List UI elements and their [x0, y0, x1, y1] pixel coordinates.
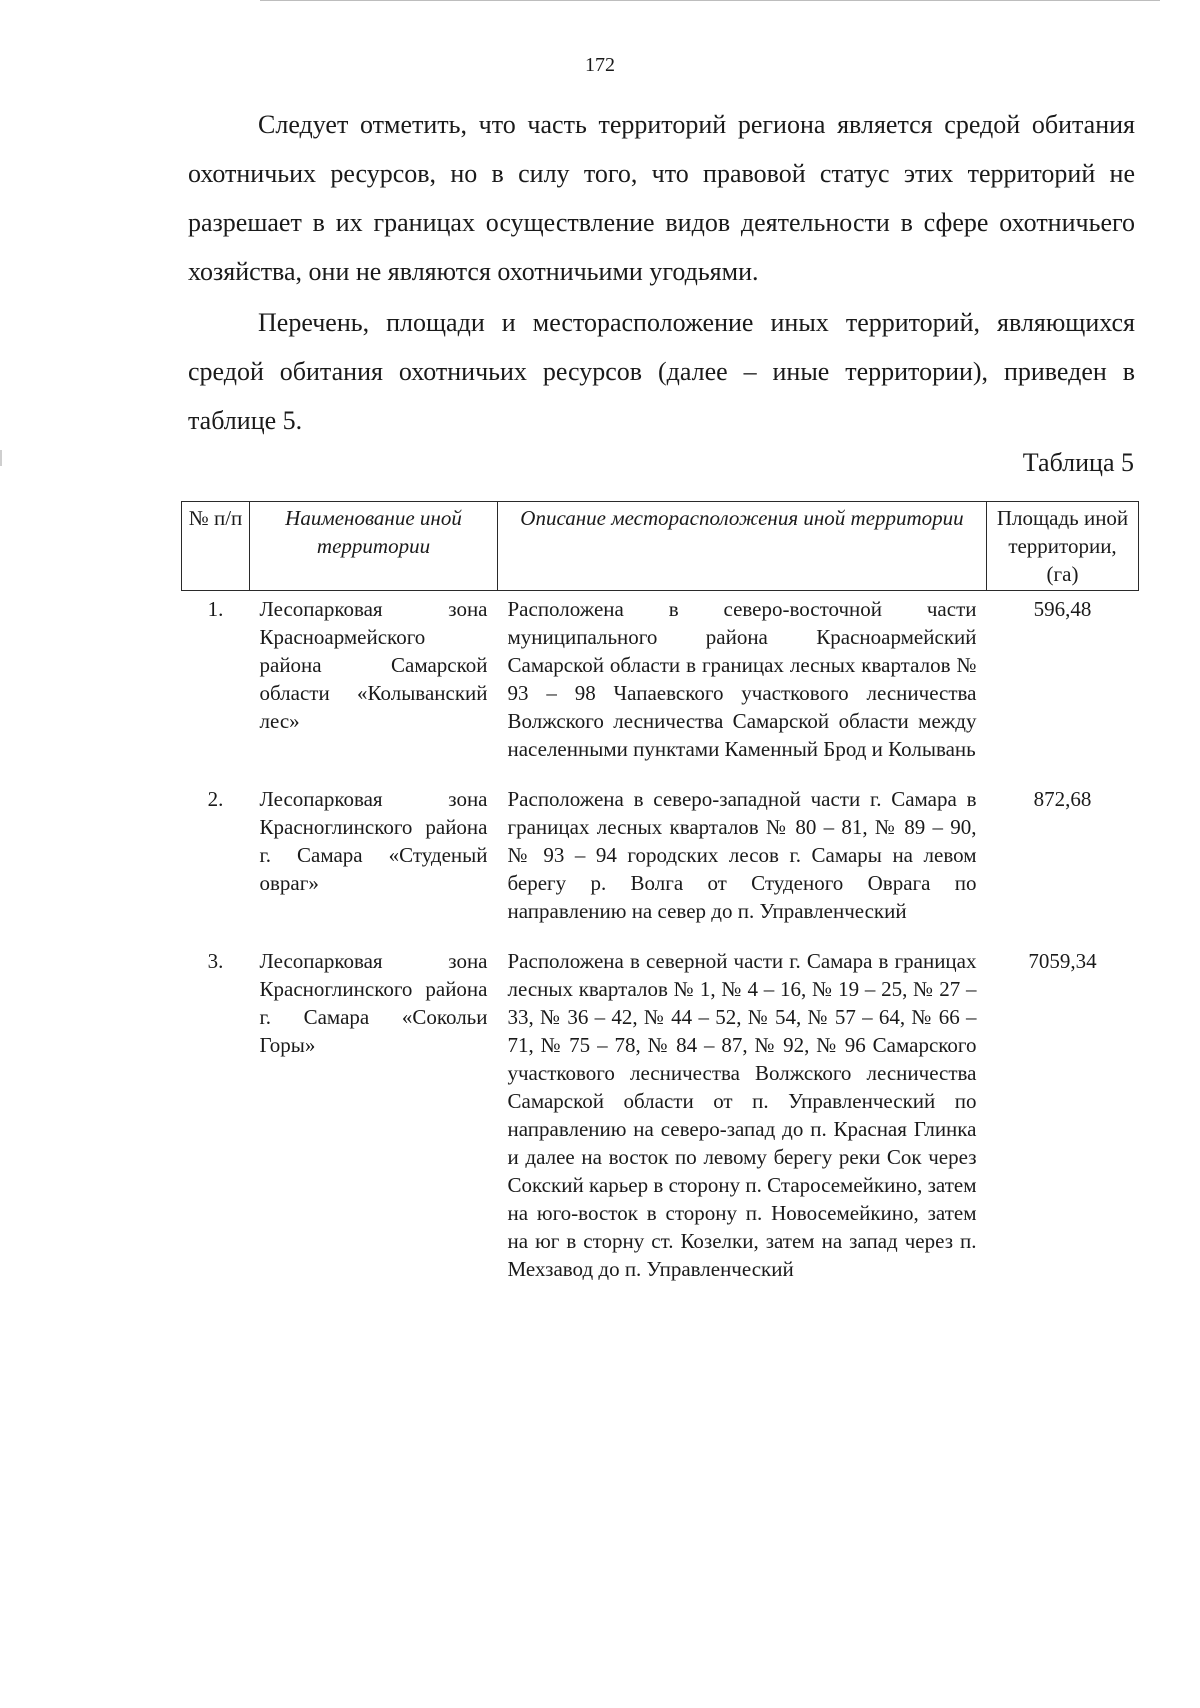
page-number: 172: [585, 54, 615, 76]
header-desc: Описание месторасположения иной территории: [498, 502, 987, 591]
paragraph-1-text: Следует отметить, что часть территорий региона является средой обитания охотничьих ресурсов, но в силу того, что правовой статус этих территорий не разрешает в их границах осуществление видов деятельности в сфере охотничьего хозяйства, они не являются охотничьими угодьями.: [188, 110, 1135, 286]
row-name: Лесопарковая зона Красноармейского района Самарской области «Колыванский лес»: [259, 597, 488, 733]
header-area: Площадь иной территории, (га): [987, 502, 1139, 591]
header-name: Наименование иной территории: [250, 502, 498, 591]
territories-table: [181, 501, 1139, 1303]
table-header-row: [182, 502, 1139, 591]
table-row: [182, 945, 1139, 1303]
row-area: 596,48: [1033, 597, 1092, 621]
table-row: [182, 591, 1139, 784]
table-caption: Таблица 5: [1022, 448, 1134, 477]
top-edge-line: [260, 0, 1160, 1]
paragraph-2: [188, 298, 1135, 445]
paragraph-1: [188, 100, 1135, 296]
header-num: № п/п: [182, 502, 250, 591]
row-num: 1.: [207, 597, 224, 621]
row-name: Лесопарковая зона Красноглинского района г. Самара «Студеный овраг»: [259, 787, 488, 895]
row-desc: Расположена в северо-восточной части муниципального района Красноармейский Самарской области в границах лесных кварталов № 93 – 98 Чапаевского участкового лесничества Волжского лесничества Самарской области между населенными пунктами Каменный Брод и Колывань: [507, 597, 977, 761]
row-num: 2.: [207, 787, 224, 811]
row-num: 3.: [207, 949, 224, 973]
row-desc: Расположена в северо-западной части г. Самара в границах лесных кварталов № 80 – 81, № 89 – 90, № 93 – 94 городских лесов г. Самары на левом берегу р. Волга от Студеного Оврага по направлению на север до п. Управленческий: [507, 787, 977, 923]
table-row: [182, 783, 1139, 945]
row-area: 872,68: [1033, 787, 1092, 811]
row-area: 7059,34: [1028, 949, 1097, 973]
row-desc: Расположена в северной части г. Самара в границах лесных кварталов № 1, № 4 – 16, № 19 – 25, № 27 – 33, № 36 – 42, № 44 – 52, № 54, № 57 – 64, № 66 – 71, № 75 – 78, № 84 – 87, № 92, № 96 Самарского участкового лесничества Волжского лесничества Самарской области от п. Управленческий по направлению на северо-запад до п. Красная Глинка и далее на восток по левому берегу реки Сок через Сокский карьер в сторону п. Старосемейкино, затем на юго-восток в сторону п. Новосемейкино, затем на юг в сторну ст. Козелки, затем на запад через п. Мехзавод до п. Управленческий: [507, 949, 977, 1281]
scan-margin-mark: [0, 450, 2, 466]
row-name: Лесопарковая зона Красноглинского района г. Самара «Сокольи Горы»: [259, 949, 488, 1057]
paragraph-2-text: Перечень, площади и месторасположение иных территорий, являющихся средой обитания охотничьих ресурсов (далее – иные территории), приведен в таблице 5.: [188, 308, 1135, 435]
